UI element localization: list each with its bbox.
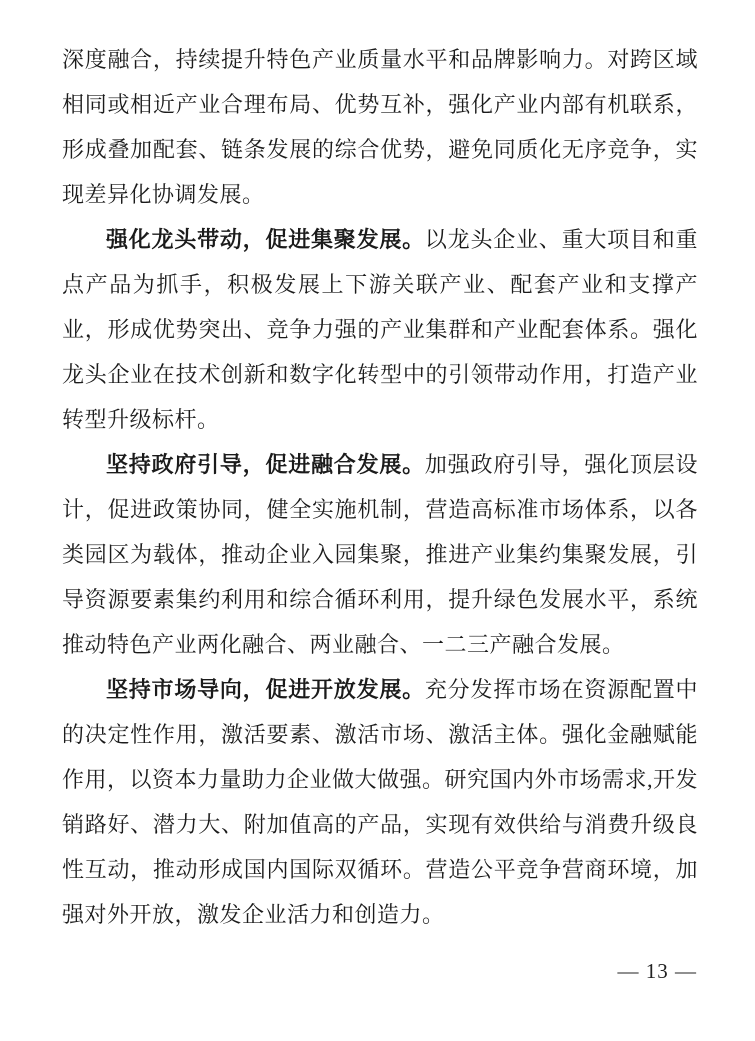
paragraph-continuation <box>62 37 698 217</box>
paragraph-lead: 强化龙头带动，促进集聚发展。 <box>106 227 425 252</box>
page-footer <box>618 956 698 986</box>
paragraph-market-orientation <box>62 667 698 937</box>
paragraph-text: 充分发挥市场在资源配置中的决定性作用，激活要素、激活市场、激活主体。强化金融赋能作用，以资本力量助力企业做大做强。研究国内外市场需求,开发销路好、潜力大、附加值高的产品，实现有效供给与消费升级良性互动，推动形成国内国际双循环。营造公平竞争营商环境，加强对外开放，激发企业活力和创造力。 <box>62 677 699 927</box>
paragraph-lead: 坚持市场导向，促进开放发展。 <box>106 677 425 702</box>
paragraph-text: 加强政府引导，强化顶层设计，促进政策协同，健全实施机制，营造高标准市场体系，以各类园区为载体，推动企业入园集聚，推进产业集约集聚发展，引导资源要素集约利用和综合循环利用，提升绿色发展水平，系统推动特色产业两化融合、两业融合、一二三产融合发展。 <box>62 452 698 657</box>
page-number: — 13 — <box>617 959 697 983</box>
paragraph-text: 深度融合，持续提升特色产业质量水平和品牌影响力。对跨区域相同或相近产业合理布局、优势互补，强化产业内部有机联系，形成叠加配套、链条发展的综合优势，避免同质化无序竞争，实现差异化协调发展。 <box>62 47 698 207</box>
paragraph-lead: 坚持政府引导，促进融合发展。 <box>106 452 425 477</box>
document-body <box>62 37 698 937</box>
paragraph-text: 以龙头企业、重大项目和重点产品为抓手，积极发展上下游关联产业、配套产业和支撑产业，形成优势突出、竞争力强的产业集群和产业配套体系。强化龙头企业在技术创新和数字化转型中的引领带动作用，打造产业转型升级标杆。 <box>62 227 698 432</box>
paragraph-government-guidance <box>62 442 698 667</box>
paragraph-leading-development <box>62 217 698 442</box>
